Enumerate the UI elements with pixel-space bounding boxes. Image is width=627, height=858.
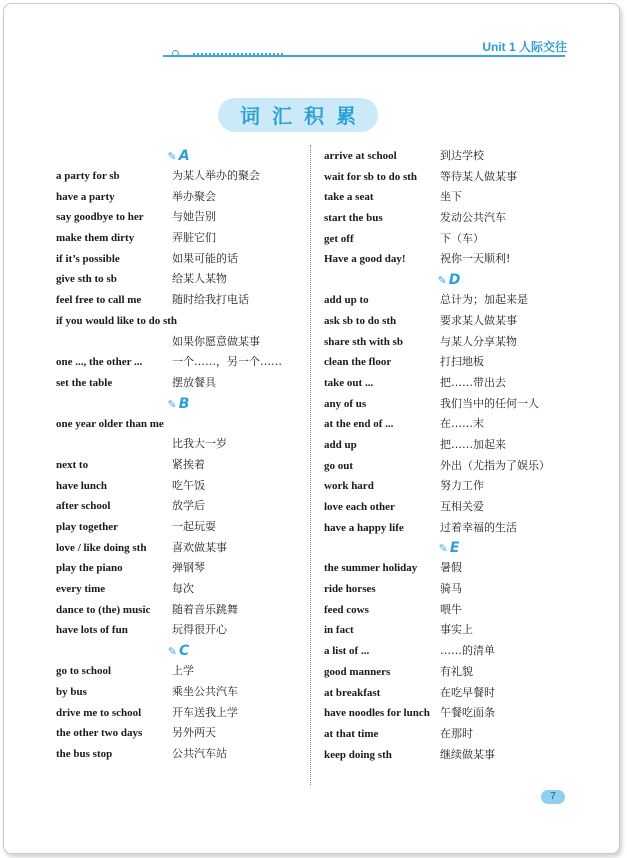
- entry-chinese: 比我大一岁: [172, 437, 227, 451]
- entry-chinese: 与她告别: [172, 210, 216, 224]
- section-letter: A: [178, 148, 190, 164]
- entry-english: arrive at school: [324, 150, 397, 162]
- entry-chinese: 放学后: [172, 499, 205, 513]
- vocab-entry: [56, 249, 301, 270]
- entry-chinese: 在吃早餐时: [440, 685, 495, 699]
- entry-chinese: 我们当中的任何一人: [440, 396, 539, 410]
- entry-english: have a party: [56, 190, 115, 203]
- vocab-entry: [56, 166, 301, 187]
- pen-icon: ✎: [167, 397, 177, 411]
- entry-english: go out: [324, 459, 354, 472]
- vocab-entry: [324, 208, 574, 229]
- vocab-entry: [56, 455, 301, 476]
- entry-chinese: 上学: [172, 664, 194, 678]
- entry-chinese: 把……加起来: [440, 437, 506, 451]
- entry-english: take out ...: [324, 376, 374, 389]
- vocab-entry: [324, 229, 574, 250]
- vocab-entry: [324, 620, 574, 641]
- entry-english: have noodles for lunch: [324, 707, 430, 720]
- entry-english: any of us: [324, 397, 367, 410]
- entry-english: feed cows: [324, 603, 369, 616]
- vocab-entry: [324, 579, 574, 600]
- entry-chinese: 紧挨着: [172, 457, 205, 471]
- vocab-entry: [56, 434, 301, 455]
- vocab-entry: [324, 414, 574, 435]
- vocab-entry: [324, 352, 574, 373]
- entry-chinese: 总计为；加起来是: [440, 293, 528, 307]
- entry-chinese: 有礼貌: [440, 664, 473, 678]
- entry-chinese: 一起玩耍: [172, 520, 216, 533]
- entry-english: if it’s possible: [56, 252, 120, 265]
- entry-english: add up to: [324, 294, 369, 307]
- entry-chinese: 下（车）: [440, 231, 484, 245]
- page-number: 7: [541, 790, 565, 804]
- vocab-entry: [324, 167, 574, 188]
- entry-english: give sth to sb: [56, 273, 117, 286]
- entry-english: set the table: [56, 376, 113, 389]
- entry-english: say goodbye to her: [56, 211, 144, 224]
- entry-english: feel free to call me: [56, 294, 142, 307]
- vocab-entry: [56, 373, 301, 394]
- vocab-entry: [324, 724, 574, 745]
- entry-chinese: 事实上: [440, 623, 473, 637]
- vocab-entry: [324, 558, 574, 579]
- entry-chinese: 与某人分享某物: [440, 334, 517, 348]
- vocab-entry: [56, 723, 301, 744]
- entry-chinese: 互相关爱: [440, 500, 484, 513]
- entry-chinese: 如果你愿意做某事: [172, 334, 260, 348]
- vocab-entry: [324, 456, 574, 477]
- vocab-entry: [324, 476, 574, 497]
- vocab-entry: [56, 187, 301, 208]
- entry-chinese: 摆放餐具: [172, 375, 216, 389]
- vocab-entry: [56, 703, 301, 724]
- entry-english: love each other: [324, 501, 395, 513]
- vocab-entry: [56, 558, 301, 579]
- vocab-entry: [324, 146, 574, 167]
- entry-english: have lots of fun: [56, 624, 128, 637]
- left-column: [56, 146, 301, 765]
- entry-english: at breakfast: [324, 686, 381, 699]
- entry-english: work hard: [324, 480, 374, 493]
- entry-english: keep doing sth: [324, 748, 392, 761]
- entry-english: if you would like to do sth: [56, 314, 178, 327]
- entry-chinese: 过着幸福的生活: [440, 520, 517, 534]
- entry-english: add up: [324, 438, 357, 451]
- entry-chinese: 努力工作: [440, 479, 484, 493]
- entry-chinese: 打扫地板: [440, 355, 484, 369]
- entry-english: Have a good day!: [324, 253, 406, 266]
- entry-chinese: 开车送我上学: [172, 705, 238, 719]
- vocab-entry: [56, 744, 301, 765]
- vocab-entry: [324, 641, 574, 662]
- entry-english: one year older than me: [56, 417, 164, 430]
- section-letter: B: [178, 395, 190, 412]
- entry-english: at that time: [324, 727, 379, 740]
- pen-icon: ✎: [167, 645, 177, 659]
- vocab-entry: [56, 352, 301, 373]
- entry-chinese: 乘坐公共汽车: [172, 684, 238, 698]
- section-letter: E: [449, 540, 460, 557]
- entry-chinese: 吃午饭: [172, 478, 205, 492]
- unit-title: Unit 1 人际交往: [482, 40, 567, 54]
- entry-chinese: 另外两天: [172, 726, 216, 740]
- entry-chinese: 弄脏它们: [172, 231, 216, 245]
- entry-chinese: 随着音乐跳舞: [172, 602, 238, 616]
- entry-chinese: 等待某人做某事: [440, 169, 517, 183]
- entry-english: every time: [56, 583, 106, 596]
- entry-english: clean the floor: [324, 356, 392, 369]
- vocab-entry: [56, 290, 301, 311]
- entry-chinese: 骑马: [440, 582, 462, 596]
- vocab-entry: [324, 662, 574, 683]
- section-heading: [56, 146, 301, 166]
- entry-english: good manners: [324, 665, 391, 678]
- section-heading: [324, 270, 574, 290]
- vocab-entry: [56, 496, 301, 517]
- entry-chinese: 喂牛: [440, 602, 462, 616]
- entry-english: a party for sb: [56, 170, 120, 182]
- pen-icon: ✎: [438, 542, 448, 556]
- entry-english: make them dirty: [56, 232, 135, 245]
- right-column: [324, 146, 574, 765]
- entry-chinese: 继续做某事: [440, 747, 495, 761]
- column-divider: [310, 145, 311, 785]
- entry-english: share sth with sb: [324, 335, 403, 348]
- entry-english: love / like doing sth: [56, 541, 147, 554]
- entry-english: start the bus: [324, 212, 383, 225]
- header-rule: [163, 55, 565, 57]
- entry-chinese: 祝你一天顺利!: [440, 252, 511, 266]
- vocab-entry: [324, 703, 574, 724]
- vocab-entry: [324, 249, 574, 270]
- entry-english: get off: [324, 232, 354, 245]
- section-letter: C: [178, 643, 190, 660]
- vocab-entry: [324, 518, 574, 539]
- entry-english: wait for sb to do sth: [324, 170, 418, 183]
- entry-english: take a seat: [324, 191, 374, 204]
- entry-english: ride horses: [324, 583, 376, 596]
- entry-english: have a happy life: [324, 521, 404, 534]
- entry-chinese: 一个……，另一个……: [172, 355, 282, 369]
- banner-title: 词汇积累: [240, 104, 368, 128]
- section-heading: [56, 641, 301, 661]
- entry-chinese: 暑假: [440, 561, 462, 575]
- vocab-entry: [56, 332, 301, 353]
- entry-english: next to: [56, 458, 89, 471]
- section-heading: [56, 394, 301, 414]
- vocab-entry: [56, 579, 301, 600]
- vocab-entry: [324, 290, 574, 311]
- entry-chinese: ……的清单: [440, 644, 495, 658]
- entry-chinese: 如果可能的话: [172, 251, 238, 265]
- entry-english: have lunch: [56, 479, 108, 492]
- entry-english: at the end of ...: [324, 418, 394, 431]
- section-heading: [324, 538, 574, 558]
- pen-icon: ✎: [437, 274, 447, 288]
- entry-english: after school: [56, 500, 111, 513]
- entry-chinese: 每次: [172, 582, 194, 596]
- entry-chinese: 在……末: [440, 417, 484, 431]
- entry-english: play together: [56, 521, 119, 533]
- vocab-entry: [324, 332, 574, 353]
- vocab-entry: [56, 207, 301, 228]
- vocab-entry: [324, 187, 574, 208]
- entry-chinese: 公共汽车站: [172, 746, 227, 760]
- pen-icon: ✎: [167, 150, 177, 163]
- vocab-entry: [56, 269, 301, 290]
- vocab-entry: [324, 394, 574, 415]
- entry-chinese: 在那时: [440, 726, 473, 740]
- entry-chinese: 举办聚会: [172, 189, 216, 203]
- vocab-entry: [56, 682, 301, 703]
- entry-english: a list of ...: [324, 645, 370, 658]
- entry-chinese: 喜欢做某事: [172, 540, 227, 554]
- vocab-entry: [56, 538, 301, 559]
- vocab-entry: [324, 435, 574, 456]
- vocab-banner: [218, 94, 378, 136]
- entry-english: by bus: [56, 685, 87, 698]
- entry-chinese: 为某人举办的聚会: [172, 169, 260, 182]
- vocab-entry: [56, 661, 301, 682]
- entry-english: drive me to school: [56, 706, 142, 719]
- vocab-entry: [56, 600, 301, 621]
- entry-chinese: 给某人某物: [172, 272, 227, 286]
- vocab-entry: [324, 600, 574, 621]
- vocab-entry: [56, 311, 301, 332]
- entry-english: go to school: [56, 665, 111, 678]
- entry-english: the summer holiday: [324, 562, 418, 575]
- vocab-entry: [324, 683, 574, 704]
- entry-chinese: 要求某人做某事: [440, 313, 517, 327]
- entry-chinese: 到达学校: [440, 149, 484, 162]
- entry-chinese: 发动公共汽车: [440, 211, 506, 225]
- vocab-entry: [324, 373, 574, 394]
- entry-english: one ..., the other ...: [56, 356, 143, 369]
- entry-chinese: 弹钢琴: [172, 561, 205, 575]
- vocab-entry: [56, 517, 301, 538]
- vocab-entry: [56, 228, 301, 249]
- entry-chinese: 坐下: [440, 190, 462, 204]
- entry-chinese: 把……带出去: [440, 375, 506, 389]
- vocab-entry: [56, 620, 301, 641]
- entry-english: the other two days: [56, 727, 143, 740]
- vocab-entry: [324, 497, 574, 518]
- entry-english: ask sb to do sth: [324, 314, 397, 327]
- section-letter: D: [448, 272, 461, 289]
- entry-english: the bus stop: [56, 747, 113, 760]
- vocab-entry: [56, 414, 301, 435]
- entry-chinese: 随时给我打电话: [172, 293, 249, 307]
- vocab-entry: [324, 311, 574, 332]
- entry-chinese: 玩得很开心: [172, 623, 227, 637]
- vocab-entry: [56, 476, 301, 497]
- entry-chinese: 外出（尤指为了娱乐）: [440, 458, 550, 472]
- entry-chinese: 午餐吃面条: [440, 706, 495, 720]
- entry-english: in fact: [324, 624, 354, 637]
- vocab-entry: [324, 745, 574, 766]
- entry-english: dance to (the) music: [56, 603, 151, 616]
- entry-english: play the piano: [56, 562, 123, 575]
